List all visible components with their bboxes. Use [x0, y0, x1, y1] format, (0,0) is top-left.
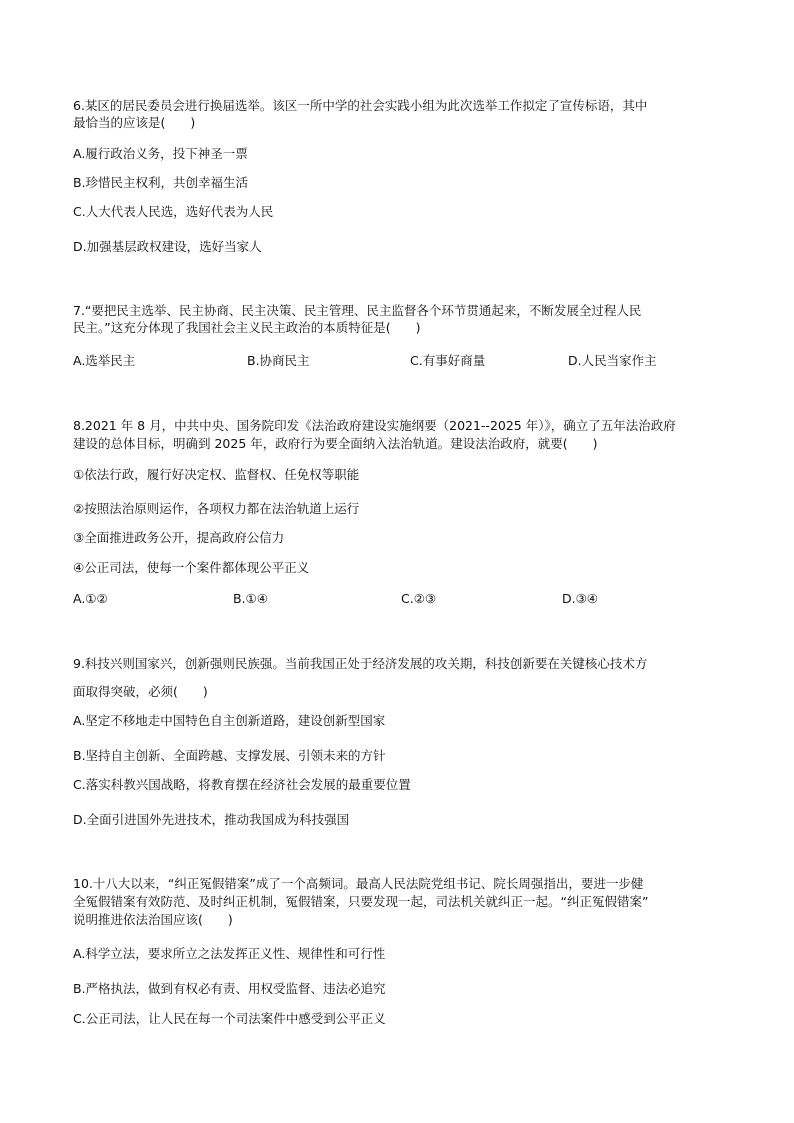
- question-9-stem-line-2: 面取得突破，必须( ): [73, 684, 208, 699]
- question-7-option-b: B.协商民主: [247, 353, 310, 368]
- question-10-option-c: C.公正司法，让人民在每一个司法案件中感受到公平正义: [73, 1011, 386, 1026]
- question-6-stem-line-2: 最恰当的应该是( ): [73, 115, 196, 130]
- question-8-stem-line-2: 建设的总体目标，明确到 2025 年，政府行为要全面纳入法治轨道。建设法治政府，就要( ): [73, 436, 598, 451]
- question-7-stem-line-2: 民主。”这充分体现了我国社会主义民主政治的本质特征是( ): [73, 320, 421, 335]
- question-6-option-a: A.履行政治义务，投下神圣一票: [73, 146, 248, 161]
- question-7-option-d: D.人民当家作主: [568, 353, 657, 368]
- question-8-option-c: C.②③: [401, 591, 437, 606]
- question-9-option-b: B.坚持自主创新、全面跨越、支撑发展、引领未来的方针: [73, 748, 386, 763]
- question-9-option-a: A.坚定不移地走中国特色自主创新道路，建设创新型国家: [73, 713, 386, 728]
- question-10-stem-line-3: 说明推进依法治国应该( ): [73, 912, 233, 927]
- question-10-option-a: A.科学立法，要求所立之法发挥正义性、规律性和可行性: [73, 946, 386, 961]
- question-9-option-d: D.全面引进国外先进技术，推动我国成为科技强国: [73, 812, 350, 827]
- question-9-stem-line-1: 9.科技兴则国家兴，创新强则民族强。当前我国正处于经济发展的攻关期，科技创新要在关键核心技术方: [73, 656, 648, 671]
- question-7-option-c: C.有事好商量: [410, 353, 486, 368]
- question-9-option-c: C.落实科教兴国战略，将教育摆在经济社会发展的最重要位置: [73, 777, 411, 792]
- question-6-option-c: C.人大代表人民选，选好代表为人民: [73, 204, 274, 219]
- question-10-option-b: B.严格执法，做到有权必有责、用权受监督、违法必追究: [73, 981, 386, 996]
- question-8-option-a: A.①②: [73, 591, 108, 606]
- question-8-statement-1: ①依法行政，履行好决定权、监督权、任免权等职能: [73, 467, 360, 482]
- question-8-statement-3: ③全面推进政务公开，提高政府公信力: [73, 530, 285, 545]
- question-8-statement-4: ④公正司法，使每一个案件都体现公平正义: [73, 560, 310, 575]
- question-7-option-a: A.选举民主: [73, 353, 136, 368]
- question-8-option-b: B.①④: [233, 591, 268, 606]
- question-10-stem-line-1: 10.十八大以来，“纠正冤假错案”成了一个高频词。最高人民法院党组书记、院长周强指出，要进一步健: [73, 876, 644, 891]
- question-6-stem-line-1: 6.某区的居民委员会进行换届选举。该区一所中学的社会实践小组为此次选举工作拟定了宣传标语，其中: [73, 98, 648, 113]
- question-8-statement-2: ②按照法治原则运作，各项权力都在法治轨道上运行: [73, 501, 360, 516]
- question-8-stem-line-1: 8.2021 年 8 月，中共中央、国务院印发《法治政府建设实施纲要（2021--2025 年）》，确立了五年法治政府: [73, 418, 676, 433]
- question-7-stem-line-1: 7.“要把民主选举、民主协商、民主决策、民主管理、民主监督各个环节贯通起来，不断发展全过程人民: [73, 303, 642, 318]
- question-8-option-d: D.③④: [562, 591, 599, 606]
- question-6-option-d: D.加强基层政权建设，选好当家人: [73, 239, 262, 254]
- question-6-option-b: B.珍惜民主权利，共创幸福生活: [73, 175, 249, 190]
- question-10-stem-line-2: 全冤假错案有效防范、及时纠正机制，冤假错案，只要发现一起，司法机关就纠正一起。“纠正冤假错案”: [73, 894, 649, 909]
